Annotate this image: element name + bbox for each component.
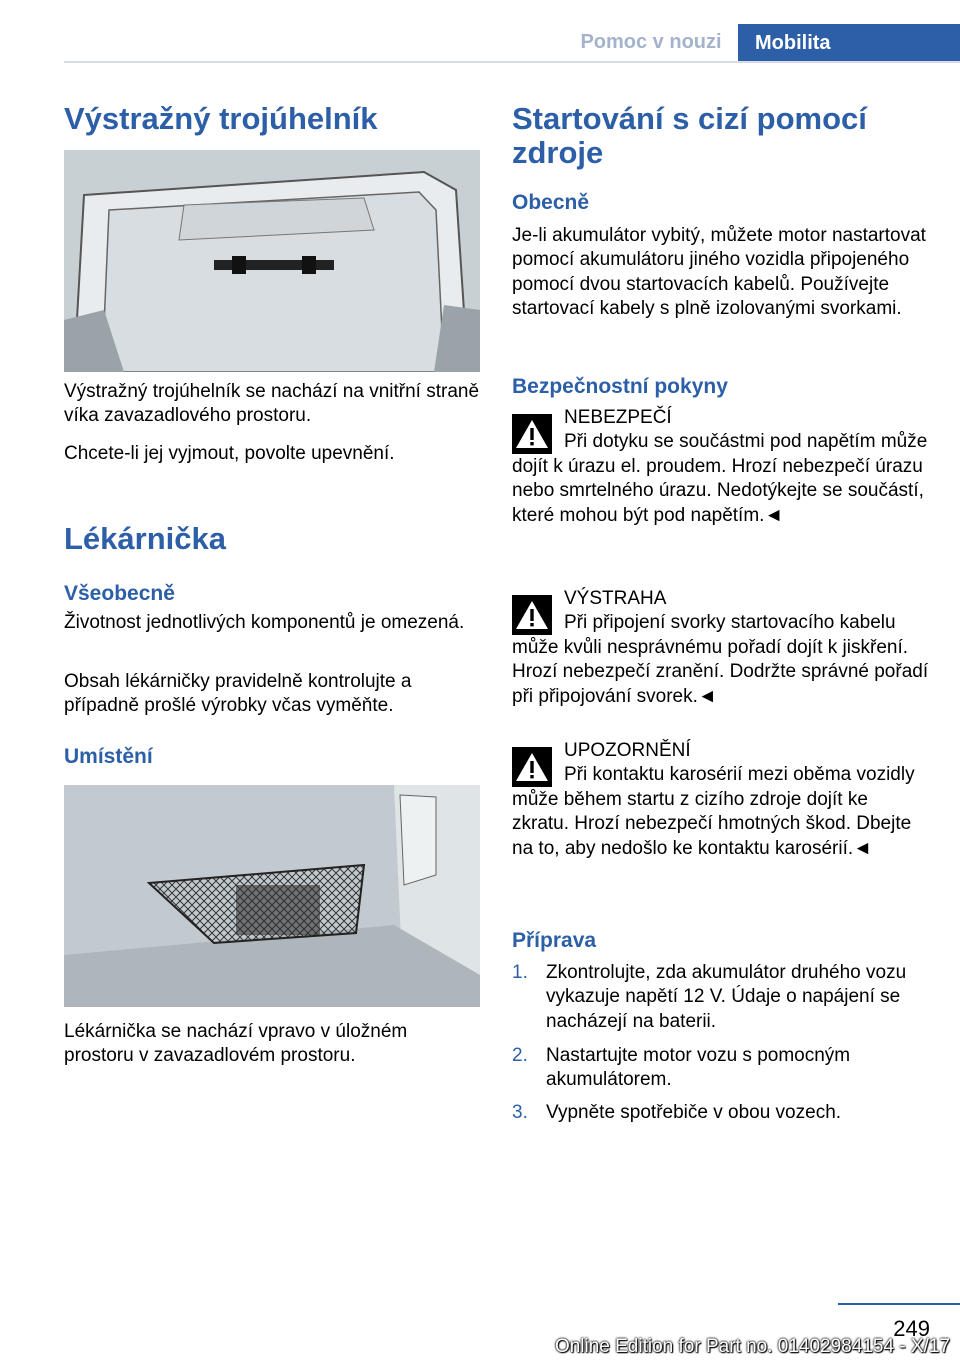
step-text: Nastartujte motor vozu s pomocným akumulátorem. <box>546 1045 851 1091</box>
jumpstart-title: Startování s cizí pomocí zdroje <box>512 101 867 170</box>
prep-step-1 <box>512 961 932 1034</box>
step-number: 3. <box>512 1102 528 1123</box>
warning-triangle-icon <box>512 747 552 787</box>
step-text: Vypněte spotřebiče v obou vozech. <box>546 1102 842 1123</box>
step-number: 2. <box>512 1045 528 1066</box>
safety-heading: Bezpečnostní pokyny <box>512 375 728 398</box>
prep-step-2 <box>512 1044 932 1093</box>
footer-divider <box>838 1303 960 1305</box>
header-section-tab[interactable]: Pomoc v nouzi <box>580 31 722 53</box>
header-divider <box>64 61 960 63</box>
trunk-storage-image <box>64 785 480 1007</box>
header-chapter-tab[interactable]: Mobilita <box>738 24 960 63</box>
warning-label: VÝSTRAHA <box>564 588 667 609</box>
storage-net-illustration <box>64 785 480 1007</box>
warning-triangle-icon <box>512 595 552 635</box>
firstaid-general-heading: Všeobecně <box>64 582 175 605</box>
warning-caution <box>512 587 930 709</box>
page-number: 249 <box>893 1316 930 1341</box>
warning-text: Při připojení svorky startovacího kabelu může kvůli nesprávnému pořadí dojít k jiskření. Hrozí nebezpečí zranění. Dodržte správné pořadí při připojování svorek.◄ <box>512 612 929 707</box>
firstaid-check-text: Obsah lékárničky pravidelně kontrolujte a případně prošlé výrobky včas vyměňte. <box>64 671 412 717</box>
edition-footer: Online Edition for Part no. 01402984154 - X/17 <box>554 1336 950 1357</box>
triangle-title: Výstražný trojúhelník <box>64 101 378 136</box>
jumpstart-general-heading: Obecně <box>512 191 590 214</box>
warning-text: Při kontaktu karosérií mezi oběma vozidly může během startu z cizího zdroje dojít ke zkratu. Hrozí nebezpečí hmotných škod. Dbejte na to, aby nedošlo ke kontaktu karosérií.◄ <box>512 764 915 859</box>
firstaid-lifetime-text: Životnost jednotlivých komponentů je omezená. <box>64 612 465 633</box>
warning-label: NEBEZPEČÍ <box>564 407 672 428</box>
trunk-lid-image <box>64 150 480 372</box>
step-text: Zkontrolujte, zda akumulátor druhého vozu vykazuje napětí 12 V. Údaje o napájení se nacházejí na baterii. <box>546 962 907 1032</box>
warning-notice <box>512 739 930 861</box>
triangle-remove-text: Chcete-li jej vyjmout, povolte upevnění. <box>64 443 395 464</box>
firstaid-location-heading: Umístění <box>64 745 153 768</box>
step-number: 1. <box>512 962 528 983</box>
trunk-lid-illustration <box>64 150 480 372</box>
warning-danger <box>512 406 930 528</box>
firstaid-location-text: Lékárnička se nachází vpravo v úložném prostoru v zavazadlovém prostoru. <box>64 1021 408 1067</box>
firstaid-title: Lékárnička <box>64 521 226 556</box>
warning-triangle-icon <box>512 414 552 454</box>
warning-text: Při dotyku se součástmi pod napětím může dojít k úrazu el. proudem. Hrozí nebezpečí úrazu nebo smrtelného úrazu. Nedotýkejte se součástí, které mohou být pod napětím.◄ <box>512 431 928 526</box>
prep-step-3 <box>512 1101 932 1125</box>
triangle-location-text: Výstražný trojúhelník se nachází na vnitřní straně víka zavazadlového prostoru. <box>64 381 480 427</box>
preparation-heading: Příprava <box>512 929 597 952</box>
warning-label: UPOZORNĚNÍ <box>564 740 691 761</box>
jumpstart-general-text: Je-li akumulátor vybitý, můžete motor nastartovat pomocí akumulátoru jiného vozidla připojeného pomocí dvou startovacích kabelů. Používejte startovací kabely s plně izolovanými svorkami. <box>512 225 926 320</box>
